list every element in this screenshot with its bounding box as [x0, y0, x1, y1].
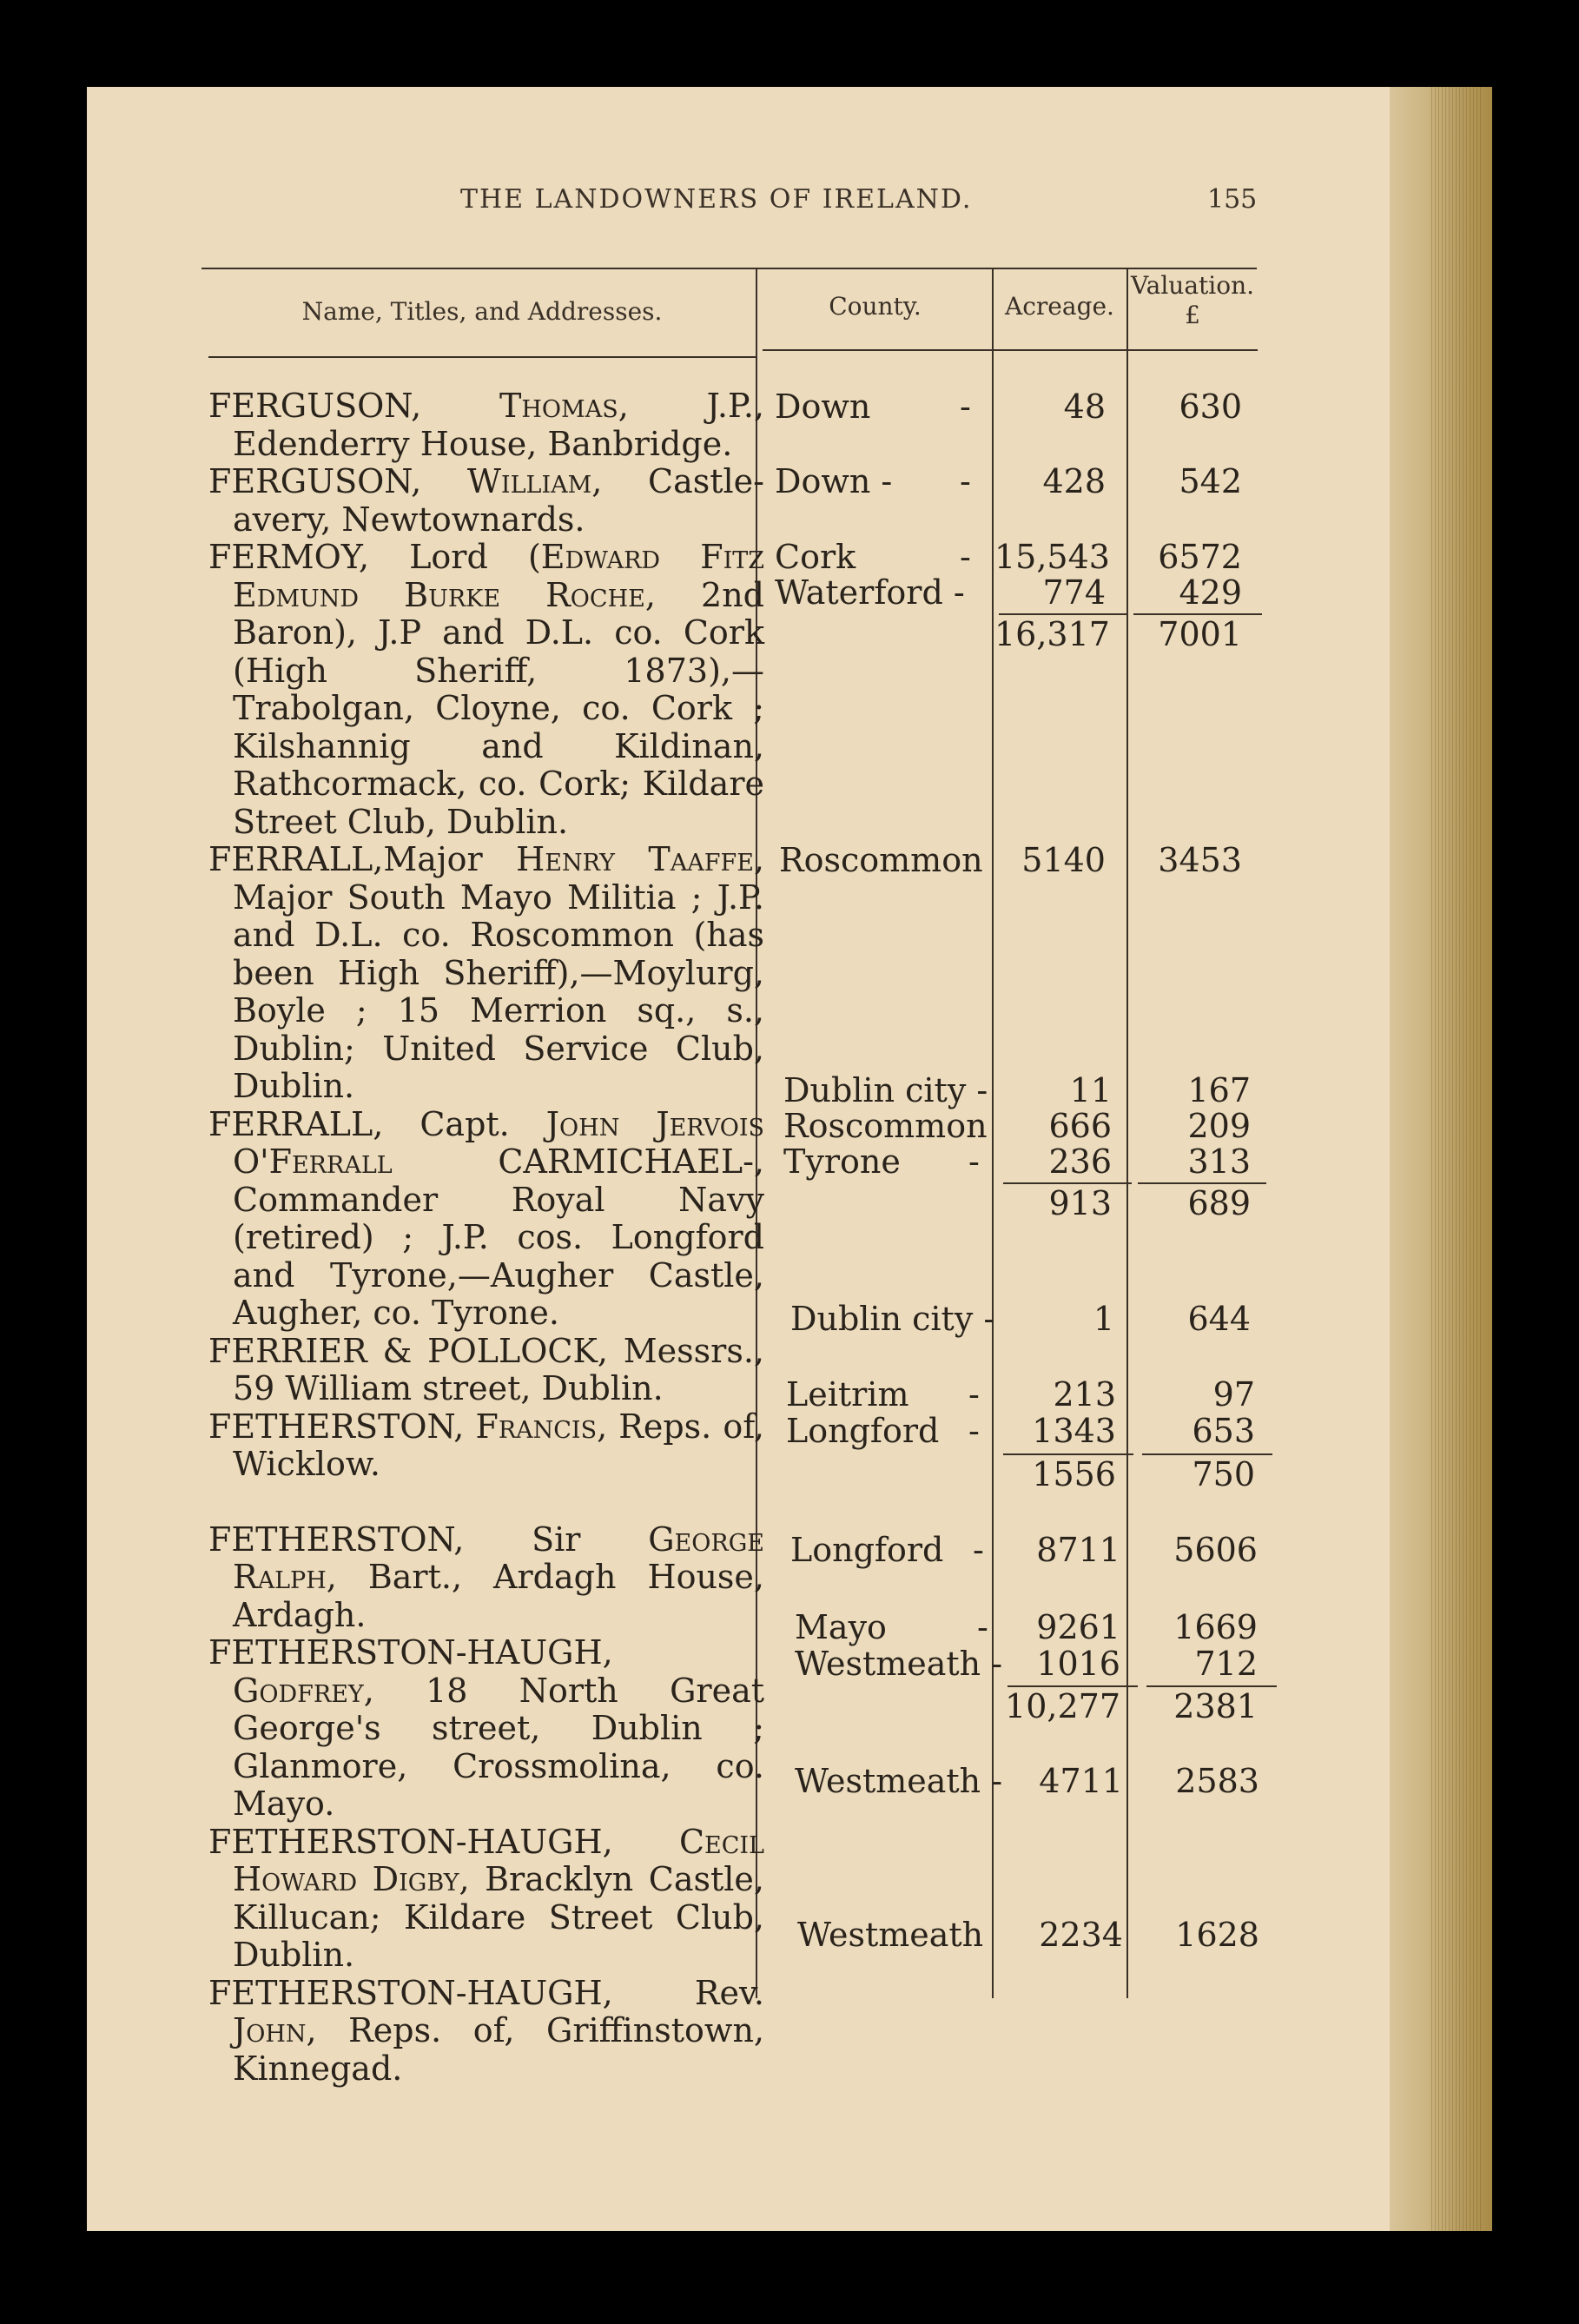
acreage-cell: 428	[1042, 462, 1106, 500]
valuation-cell: 542	[1179, 462, 1242, 500]
entries-column	[208, 387, 764, 2088]
acreage-cell: 9261	[1036, 1608, 1120, 1646]
entry: FERRIER & POLLOCK, Messrs., 59 William street, Dublin.	[208, 1331, 764, 1407]
valuation-cell: 313	[1187, 1142, 1251, 1181]
county-cell: Westmeath -	[795, 1762, 1003, 1800]
county-cell: Westmeath	[797, 1916, 984, 1954]
valuation-cell: 3453	[1158, 841, 1242, 879]
entry: FERGUSON, Thomas, J.P., Edenderry House, Banbridge.	[208, 387, 764, 463]
county-cell: Roscommon	[779, 841, 983, 879]
page-edge-lines	[1431, 87, 1483, 2231]
acreage-cell: 8711	[1036, 1531, 1120, 1569]
acreage-cell: 1016	[1036, 1645, 1120, 1683]
valuation-total: 689	[1187, 1184, 1251, 1222]
county-dash: -	[968, 1375, 980, 1414]
valuation-cell: 1628	[1175, 1916, 1259, 1954]
valuation-cell: 97	[1212, 1375, 1255, 1414]
county-cell: Leitrim	[786, 1375, 909, 1414]
page-number: 155	[1207, 184, 1258, 215]
running-header: THE LANDOWNERS OF IRELAND.	[460, 184, 973, 215]
entry: FETHERSTON, Sir George Ralph, Bart., Ardagh House, Ardagh.	[208, 1520, 764, 1634]
acreage-cell: 2234	[1039, 1916, 1123, 1954]
valuation-cell: 6572	[1158, 538, 1242, 576]
col-header-county: County.	[829, 292, 922, 321]
valuation-cell: 2583	[1175, 1762, 1259, 1800]
county-cell: Waterford -	[775, 573, 965, 612]
acreage-cell: 11	[1069, 1071, 1112, 1109]
valuation-cell: 209	[1187, 1107, 1251, 1145]
col-header-acreage: Acreage.	[1005, 292, 1114, 321]
acreage-total: 16,317	[994, 615, 1110, 653]
county-cell: Down -	[775, 462, 893, 500]
county-cell: Westmeath -	[795, 1645, 1003, 1683]
county-cell: Longford	[790, 1531, 944, 1569]
county-cell: Dublin city -	[790, 1300, 995, 1338]
valuation-cell: 429	[1179, 573, 1242, 612]
acreage-cell: 236	[1048, 1142, 1112, 1181]
county-dash: -	[960, 538, 971, 576]
acreage-cell: 774	[1042, 573, 1106, 612]
top-rule	[202, 268, 1257, 269]
col-header-name: Name, Titles, and Addresses.	[301, 297, 663, 326]
county-dash: -	[973, 1531, 984, 1569]
valuation-label: Valuation.	[1130, 271, 1255, 300]
county-cell: Tyrone	[783, 1142, 901, 1181]
county-cell: Roscommon	[783, 1107, 988, 1145]
valuation-unit: £	[1185, 301, 1200, 329]
acreage-cell: 666	[1048, 1107, 1112, 1145]
valuation-cell: 653	[1192, 1412, 1255, 1450]
county-cell: Longford	[786, 1412, 940, 1450]
county-dash: -	[968, 1412, 980, 1450]
acreage-cell: 5140	[1021, 841, 1106, 879]
header-rule-name	[208, 356, 756, 358]
col-divider-3	[1126, 269, 1128, 1998]
acreage-cell: 213	[1053, 1375, 1116, 1414]
county-cell: Down	[775, 387, 871, 426]
acreage-total: 10,277	[1005, 1687, 1120, 1725]
county-dash: -	[977, 1608, 988, 1646]
county-dash: -	[960, 462, 971, 500]
col-header-valuation	[1127, 271, 1258, 330]
valuation-cell: 5606	[1173, 1531, 1258, 1569]
county-dash: -	[960, 387, 971, 426]
entry: FERMOY, Lord (Edward Fitz Edmund Burke Roche, 2nd Baron), J.P and D.L. co. Cork (High Sheriff, 1873),—Trabolgan, Cloyne, co. Cork ; Kilshannig and Kildinan, Rathcormack, co. Cork; Kildare Street Club, Dublin.	[208, 538, 764, 841]
acreage-total: 1556	[1032, 1455, 1116, 1493]
header-rule-rest	[763, 349, 1258, 351]
valuation-cell: 1669	[1173, 1608, 1258, 1646]
entry: FERGUSON, William, Castle-avery, Newtownards.	[208, 462, 764, 539]
county-cell: Mayo	[795, 1608, 887, 1646]
entry: FETHERSTON-HAUGH, Rev. John, Reps. of, Griffinstown, Kinnegad.	[208, 1973, 764, 2088]
entry: FETHERSTON, Francis, Reps. of, Wicklow.	[208, 1407, 764, 1483]
entry: FERRALL, Capt. John Jervois O'Ferrall CARMICHAEL-, Commander Royal Navy (retired) ; J.P. cos. Longford and Tyrone,—Augher Castle, Augher, co. Tyrone.	[208, 1104, 764, 1332]
valuation-total: 750	[1192, 1455, 1255, 1493]
county-dash: -	[968, 1142, 980, 1181]
valuation-cell: 167	[1187, 1071, 1251, 1109]
entry: FETHERSTON-HAUGH, Godfrey, 18 North Great George's street, Dublin ; Glanmore, Crossmolina, co. Mayo.	[208, 1633, 764, 1823]
acreage-cell: 4711	[1039, 1762, 1123, 1800]
acreage-total: 913	[1048, 1184, 1112, 1222]
acreage-cell: 1	[1093, 1300, 1114, 1338]
county-cell: Cork	[775, 538, 856, 576]
acreage-cell: 48	[1063, 387, 1106, 426]
acreage-cell: 15,543	[994, 538, 1110, 576]
entry: FERRALL,Major Henry Taaffe, Major South Mayo Militia ; J.P. and D.L. co. Roscommon (has been High Sheriff),—Moylurg, Boyle ; 15 Merrion sq., s., Dublin; United Service Club, Dublin.	[208, 840, 764, 1105]
valuation-total: 7001	[1158, 615, 1242, 653]
county-cell: Dublin city -	[783, 1071, 988, 1109]
acreage-cell: 1343	[1032, 1412, 1116, 1450]
entry: FETHERSTON-HAUGH, Cecil Howard Digby, Bracklyn Castle, Killucan; Kildare Street Club, Dublin.	[208, 1822, 764, 1974]
valuation-cell: 644	[1187, 1300, 1251, 1338]
valuation-cell: 712	[1194, 1645, 1258, 1683]
valuation-total: 2381	[1173, 1687, 1258, 1725]
valuation-cell: 630	[1179, 387, 1242, 426]
col-divider-2	[992, 269, 994, 1998]
